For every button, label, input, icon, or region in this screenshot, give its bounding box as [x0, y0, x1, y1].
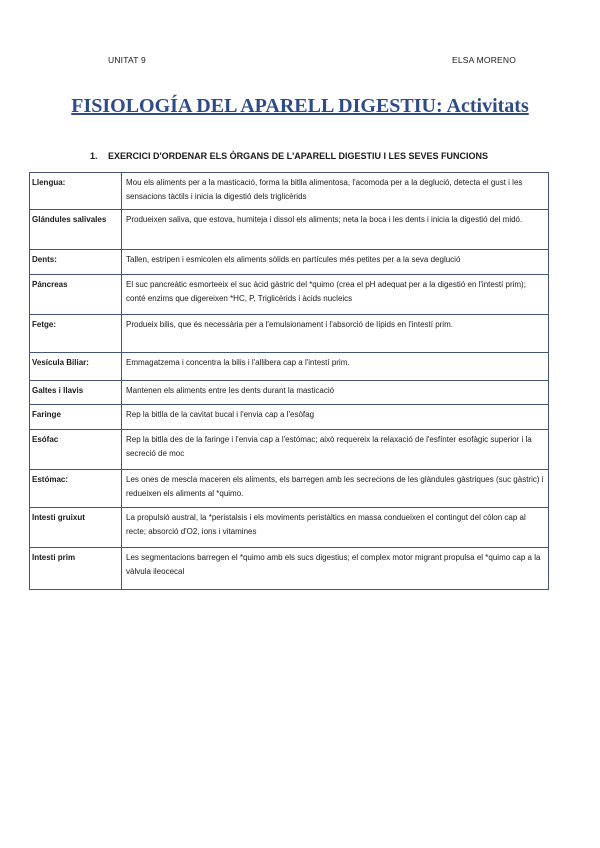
table-row [30, 470, 549, 508]
organ-name: Faringe [30, 405, 122, 430]
organ-name: Galtes i llavis [30, 381, 122, 405]
organ-function: Rep la bitlla de la cavitat bucal i l'envia cap a l'esòfag [122, 405, 549, 430]
organ-name: Llengua: [30, 173, 122, 210]
organ-name: Esófac [30, 430, 122, 470]
header-unit: UNITAT 9 [108, 55, 146, 65]
table-row [30, 275, 549, 315]
organ-function: La propulsió austral, la *peristalsis i els moviments peristàltics en massa condueixen el contingut del còlon cap al recte; absorció d'O2, ions i vitamines [122, 508, 549, 548]
organ-name: Fetge: [30, 315, 122, 353]
organ-name: Páncreas [30, 275, 122, 315]
exercise-number: 1. [90, 151, 98, 161]
organ-function: Rep la bitlla des de la faringe i l'envia cap a l'estómac; això requereix la relaxació de l'esfínter esofàgic superior i la secreció de moc [122, 430, 549, 470]
table-row [30, 173, 549, 210]
table-row [30, 210, 549, 250]
organ-function: Mantenen els aliments entre les dents durant la masticació [122, 381, 549, 405]
organ-name: Vesícula Biliar: [30, 353, 122, 381]
organ-function: Les segmentacions barregen el *quimo amb els sucs digestius; el complex motor migrant propulsa el *quimo cap a la vàlvula ileocecal [122, 548, 549, 590]
table-row [30, 548, 549, 590]
organ-function: Emmagatzema i concentra la bilis i l'allibera cap a l'intestí prim. [122, 353, 549, 381]
organ-name: Intesti gruixut [30, 508, 122, 548]
table-row [30, 315, 549, 353]
organ-name: Dents: [30, 250, 122, 275]
table-row [30, 430, 549, 470]
organ-function: Produeixen saliva, que estova, humiteja i dissol els aliments; neta la boca i les dents i inicia la digestió del midó. [122, 210, 549, 250]
organ-function: Produeix bilis, que és necessària per a l'emulsionament i l'absorció de lípids en l'intestí prim. [122, 315, 549, 353]
organs-table [29, 172, 549, 590]
organ-function: Mou els aliments per a la masticació, forma la bitlla alimentosa, l'acomoda per a la deglució, detecta el gust i les sensacions tàctils i inicia la digestió dels triglicèrids [122, 173, 549, 210]
organ-name: Intesti prim [30, 548, 122, 590]
organ-function: Tallen, estripen i esmicolen els aliments sòlids en partícules més petites per a la seva deglució [122, 250, 549, 275]
table-row [30, 508, 549, 548]
organ-function: El suc pancreàtic esmorteeix el suc àcid gàstric del *quimo (crea el pH adequat per a la digestió en l'intestí prim); conté enzims que digereixen *HC, P, Triglicèrids i àcids nucleics [122, 275, 549, 315]
page-title: FISIOLOGÍA DEL APARELL DIGESTIU: Activitats [71, 95, 529, 117]
exercise-heading [90, 151, 488, 161]
organ-function: Les ones de mescla maceren els aliments, els barregen amb les secrecions de les glàndules gàstriques (suc gàstric) i redueixen els aliments al *quimo. [122, 470, 549, 508]
exercise-text: EXERCICI D'ORDENAR ELS ÒRGANS DE L'APARELL DIGESTIU I LES SEVES FUNCIONS [108, 151, 488, 161]
organ-name: Estómac: [30, 470, 122, 508]
header-author: ELSA MORENO [452, 55, 517, 65]
table-row [30, 381, 549, 405]
table-row [30, 405, 549, 430]
table-row [30, 353, 549, 381]
table-row [30, 250, 549, 275]
organ-name: Glándules salivales [30, 210, 122, 250]
